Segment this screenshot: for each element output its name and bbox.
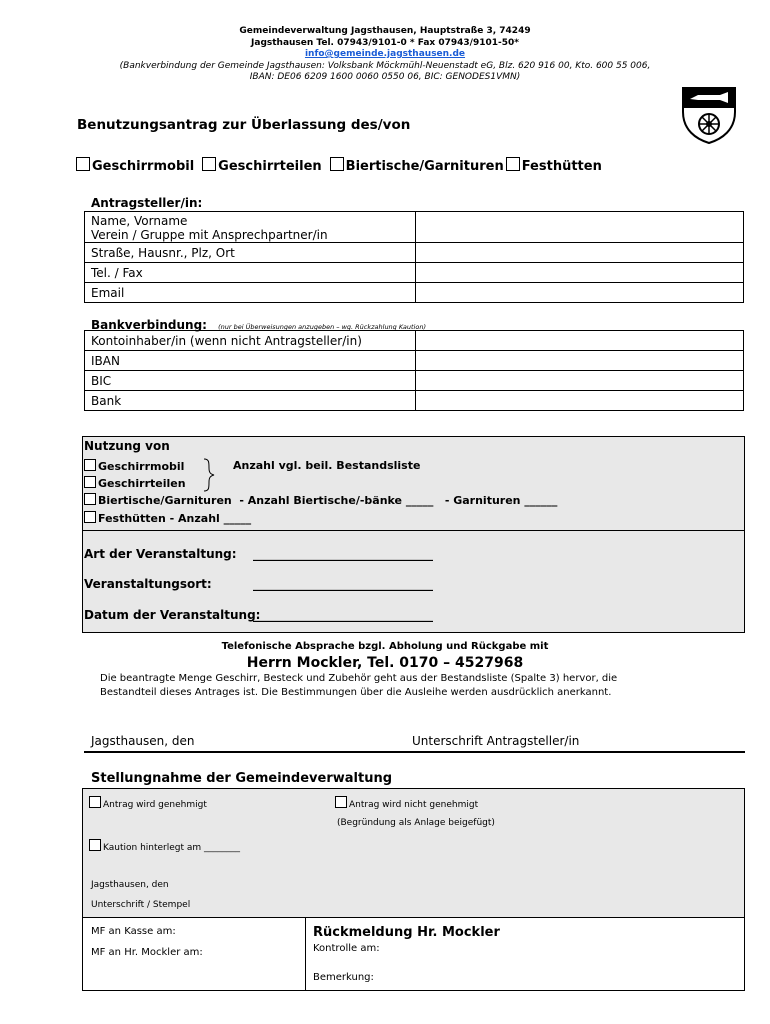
footer-box — [82, 917, 745, 991]
signature-place: Jagsthausen, den — [91, 734, 195, 748]
bank-note: (nur bei Überweisungen anzugeben – wg. Rückzahlung Kaution) — [218, 323, 426, 331]
statement-place: Jagsthausen, den — [91, 880, 169, 890]
category-option[interactable] — [202, 157, 321, 174]
field-input[interactable] — [416, 212, 744, 243]
applicant-table — [84, 211, 744, 303]
usage-label: Geschirrmobil — [98, 460, 185, 473]
signature-label: Unterschrift Antragsteller/in — [412, 734, 580, 748]
table-row — [85, 243, 744, 263]
usage-option[interactable] — [84, 511, 251, 525]
category-option[interactable] — [76, 157, 194, 174]
field-input[interactable] — [416, 331, 744, 351]
contact-text1: Die beantragte Menge Geschirr, Besteck und Zubehör geht aus der Bestandsliste (Spalte 3) hervor, die — [100, 673, 618, 684]
category-label: Biertische/Garnituren — [345, 159, 504, 174]
divider — [83, 530, 744, 531]
table-row — [85, 283, 744, 303]
event-type-label: Art der Veranstaltung: — [84, 547, 237, 561]
table-row — [85, 351, 744, 371]
table-row — [85, 331, 744, 351]
applicant-heading: Antragsteller/in: — [91, 196, 203, 210]
field-input[interactable] — [416, 263, 744, 283]
bank-table — [84, 330, 744, 411]
checkbox[interactable] — [330, 157, 344, 171]
deposit-option[interactable] — [89, 839, 240, 853]
usage-heading: Nutzung von — [84, 439, 170, 453]
checkbox[interactable] — [84, 511, 96, 523]
field-label: Tel. / Fax — [85, 263, 416, 283]
usage-label: Festhütten - Anzahl _____ — [98, 512, 252, 525]
field-label: Straße, Hausnr., Plz, Ort — [85, 243, 416, 263]
letterhead-line2: Jagsthausen Tel. 07943/9101-0 * Fax 07943/9101-50* — [251, 37, 519, 48]
category-options — [76, 157, 602, 174]
usage-option[interactable] — [84, 476, 186, 490]
category-option[interactable] — [506, 157, 602, 174]
checkbox[interactable] — [335, 796, 347, 808]
approved-option[interactable] — [89, 796, 207, 810]
field-label: BIC — [85, 371, 416, 391]
rejected-option[interactable] — [335, 796, 478, 810]
field-label-text: Verein / Gruppe mit Ansprechpartner/in — [91, 228, 328, 242]
letterhead-line1: Gemeindeverwaltung Jagsthausen, Hauptstraße 3, 74249 — [239, 26, 531, 36]
footer-divider — [305, 918, 306, 990]
bank-details-line2: IBAN: DE06 6209 1600 0060 0550 06, BIC: GENODES1VMN) — [249, 72, 521, 82]
event-date-label: Datum der Veranstaltung: — [84, 608, 261, 622]
field-label — [85, 212, 416, 243]
event-place-label: Veranstaltungsort: — [84, 577, 212, 591]
usage-label: Geschirrteilen — [98, 477, 186, 490]
field-label: Email — [85, 283, 416, 303]
event-place-field[interactable]: ______________________________ — [253, 577, 433, 591]
checkbox[interactable] — [84, 476, 96, 488]
feedback-title: Rückmeldung Hr. Mockler — [313, 925, 500, 940]
checkbox[interactable] — [89, 839, 101, 851]
table-row — [85, 212, 744, 243]
rejected-label: Antrag wird nicht genehmigt — [349, 800, 479, 810]
table-row — [85, 391, 744, 411]
table-row — [85, 263, 744, 283]
feedback-check: Kontrolle am: — [313, 943, 380, 954]
checkbox[interactable] — [76, 157, 90, 171]
approved-label: Antrag wird genehmigt — [103, 800, 207, 810]
usage-option[interactable] — [84, 459, 184, 473]
feedback-remark: Bemerkung: — [313, 972, 374, 983]
field-label: Bank — [85, 391, 416, 411]
checkbox[interactable] — [506, 157, 520, 171]
category-label: Festhütten — [521, 159, 602, 174]
letterhead — [0, 26, 770, 84]
category-label: Geschirrmobil — [92, 159, 195, 174]
usage-brace-note: Anzahl vgl. beil. Bestandsliste — [233, 459, 421, 472]
contact-line2: Herrn Mockler, Tel. 0170 – 4527968 — [246, 655, 524, 671]
field-input[interactable] — [416, 283, 744, 303]
bank-details-line1: (Bankverbindung der Gemeinde Jagsthausen: Volksbank Möckmühl-Neuenstadt eG, Blz. 620 916 00, Kto. 600 55 006, — [119, 60, 651, 71]
field-label: IBAN — [85, 351, 416, 371]
event-date-field[interactable]: ______________________________ — [253, 608, 433, 622]
category-option[interactable] — [330, 157, 504, 174]
field-input[interactable] — [416, 371, 744, 391]
usage-option[interactable] — [84, 493, 557, 507]
deposit-label: Kaution hinterlegt am ________ — [103, 843, 241, 853]
footer-mockler: MF an Hr. Mockler am: — [91, 947, 203, 958]
field-label-text: Name, Vorname — [91, 214, 188, 228]
checkbox[interactable] — [89, 796, 101, 808]
contact-text2: Bestandteil dieses Antrages ist. Die Bestimmungen über die Ausleihe werden ausdrücklich anerkannt. — [100, 687, 612, 698]
table-row — [85, 371, 744, 391]
usage-section — [82, 436, 745, 633]
field-input[interactable] — [416, 243, 744, 263]
statement-stamp: Unterschrift / Stempel — [91, 900, 191, 910]
event-type-field[interactable]: ______________________________ — [253, 547, 433, 561]
contact-line1: Telefonische Absprache bzgl. Abholung und Rückgabe mit — [221, 641, 549, 652]
field-label: Kontoinhaber/in (wenn nicht Antragsteller/in) — [85, 331, 416, 351]
usage-label: Biertische/Garnituren - Anzahl Biertische/-bänke _____ - Garnituren ______ — [98, 494, 558, 507]
checkbox[interactable] — [84, 459, 96, 471]
rejection-reason: (Begründung als Anlage beigefügt) — [337, 818, 495, 828]
page-title: Benutzungsantrag zur Überlassung des/von — [77, 117, 411, 133]
statement-section — [82, 788, 745, 918]
field-input[interactable] — [416, 391, 744, 411]
signature-line[interactable] — [84, 751, 745, 753]
checkbox[interactable] — [202, 157, 216, 171]
email-link[interactable]: info@gemeinde.jagsthausen.de — [304, 49, 466, 59]
bank-heading: Bankverbindung: — [91, 318, 207, 332]
checkbox[interactable] — [84, 493, 96, 505]
coat-of-arms-logo — [680, 86, 738, 144]
footer-kasse: MF an Kasse am: — [91, 926, 176, 937]
field-input[interactable] — [416, 351, 744, 371]
statement-heading: Stellungnahme der Gemeindeverwaltung — [91, 771, 393, 786]
category-label: Geschirrteilen — [218, 159, 322, 174]
brace-icon — [203, 458, 215, 492]
